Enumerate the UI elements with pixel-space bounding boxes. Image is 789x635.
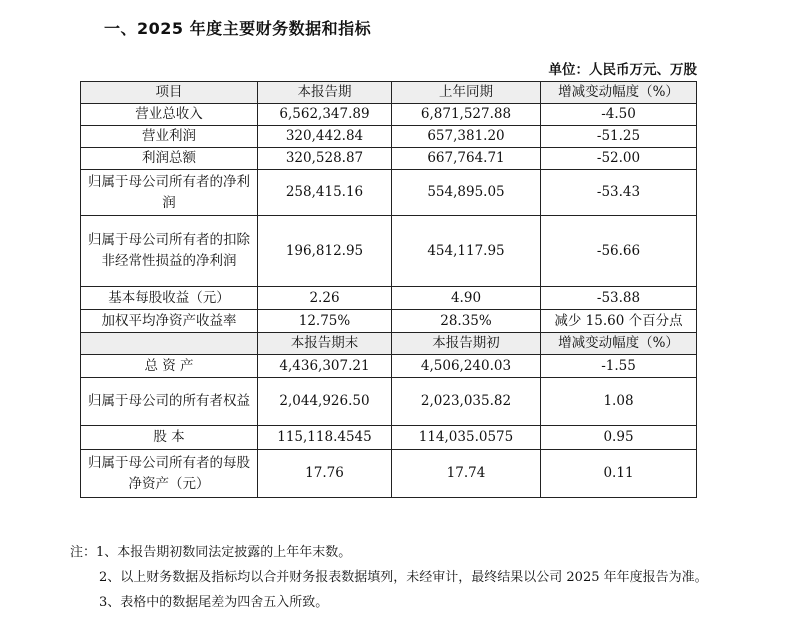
row-label: 利润总额 <box>81 148 258 170</box>
change-value: 0.11 <box>541 450 697 498</box>
row-label: 营业总收入 <box>81 104 258 126</box>
current-value: 115,118.4545 <box>258 426 392 450</box>
header-cell: 本报告期 <box>258 82 392 104</box>
current-value: 320,442.84 <box>258 126 392 148</box>
prior-value: 454,117.95 <box>392 216 541 287</box>
prior-value: 2,023,035.82 <box>392 378 541 426</box>
section-heading: 一、2025 年度主要财务数据和指标 <box>104 19 372 38</box>
table-notes <box>70 540 730 615</box>
change-value: 减少 15.60 个百分点 <box>541 310 697 333</box>
table-row <box>81 355 697 378</box>
change-value: 1.08 <box>541 378 697 426</box>
prior-value: 657,381.20 <box>392 126 541 148</box>
table-row <box>81 310 697 333</box>
change-value: -53.43 <box>541 170 697 216</box>
change-value: -53.88 <box>541 287 697 310</box>
table-row <box>81 104 697 126</box>
prior-value: 554,895.05 <box>392 170 541 216</box>
note-2: 2、以上财务数据及指标均以合并财务报表数据填列，未经审计，最终结果以公司 2025 年年度报告为准。 <box>99 570 708 585</box>
current-value: 320,528.87 <box>258 148 392 170</box>
row-label: 归属于母公司所有者的净利润 <box>81 170 258 216</box>
header-cell: 增减变动幅度（%） <box>541 82 697 104</box>
header-cell: 本报告期末 <box>258 333 392 355</box>
row-label: 营业利润 <box>81 126 258 148</box>
current-value: 2,044,926.50 <box>258 378 392 426</box>
header-cell: 项目 <box>81 82 258 104</box>
prior-value: 4.90 <box>392 287 541 310</box>
note-3: 3、表格中的数据尾差为四舍五入所致。 <box>99 595 329 610</box>
change-value: -1.55 <box>541 355 697 378</box>
prior-value: 6,871,527.88 <box>392 104 541 126</box>
change-value: 0.95 <box>541 426 697 450</box>
table-row <box>81 287 697 310</box>
unit-label: 单位：人民币万元、万股 <box>548 62 697 78</box>
current-value: 196,812.95 <box>258 216 392 287</box>
table-row <box>81 148 697 170</box>
prior-value: 17.74 <box>392 450 541 498</box>
table-row <box>81 170 697 216</box>
table-header-row <box>81 82 697 104</box>
change-value: -51.25 <box>541 126 697 148</box>
header-cell: 上年同期 <box>392 82 541 104</box>
note-1: 注：1、本报告期初数同法定披露的上年年末数。 <box>70 545 352 560</box>
prior-value: 114,035.0575 <box>392 426 541 450</box>
table-row <box>81 126 697 148</box>
table-row <box>81 216 697 287</box>
row-label: 加权平均净资产收益率 <box>81 310 258 333</box>
table-row <box>81 378 697 426</box>
table-row <box>81 450 697 498</box>
row-label: 股 本 <box>81 426 258 450</box>
row-label: 归属于母公司所有者的扣除非经常性损益的净利润 <box>81 216 258 287</box>
current-value: 258,415.16 <box>258 170 392 216</box>
current-value: 2.26 <box>258 287 392 310</box>
prior-value: 667,764.71 <box>392 148 541 170</box>
header-cell <box>81 333 258 355</box>
header-cell: 增减变动幅度（%） <box>541 333 697 355</box>
change-value: -52.00 <box>541 148 697 170</box>
financial-data-table <box>80 81 697 498</box>
prior-value: 4,506,240.03 <box>392 355 541 378</box>
current-value: 4,436,307.21 <box>258 355 392 378</box>
header-cell: 本报告期初 <box>392 333 541 355</box>
current-value: 6,562,347.89 <box>258 104 392 126</box>
current-value: 17.76 <box>258 450 392 498</box>
prior-value: 28.35% <box>392 310 541 333</box>
row-label: 归属于母公司的所有者权益 <box>81 378 258 426</box>
table-subheader-row <box>81 333 697 355</box>
row-label: 归属于母公司所有者的每股净资产（元） <box>81 450 258 498</box>
change-value: -4.50 <box>541 104 697 126</box>
row-label: 基本每股收益（元） <box>81 287 258 310</box>
current-value: 12.75% <box>258 310 392 333</box>
table-row <box>81 426 697 450</box>
row-label: 总 资 产 <box>81 355 258 378</box>
change-value: -56.66 <box>541 216 697 287</box>
